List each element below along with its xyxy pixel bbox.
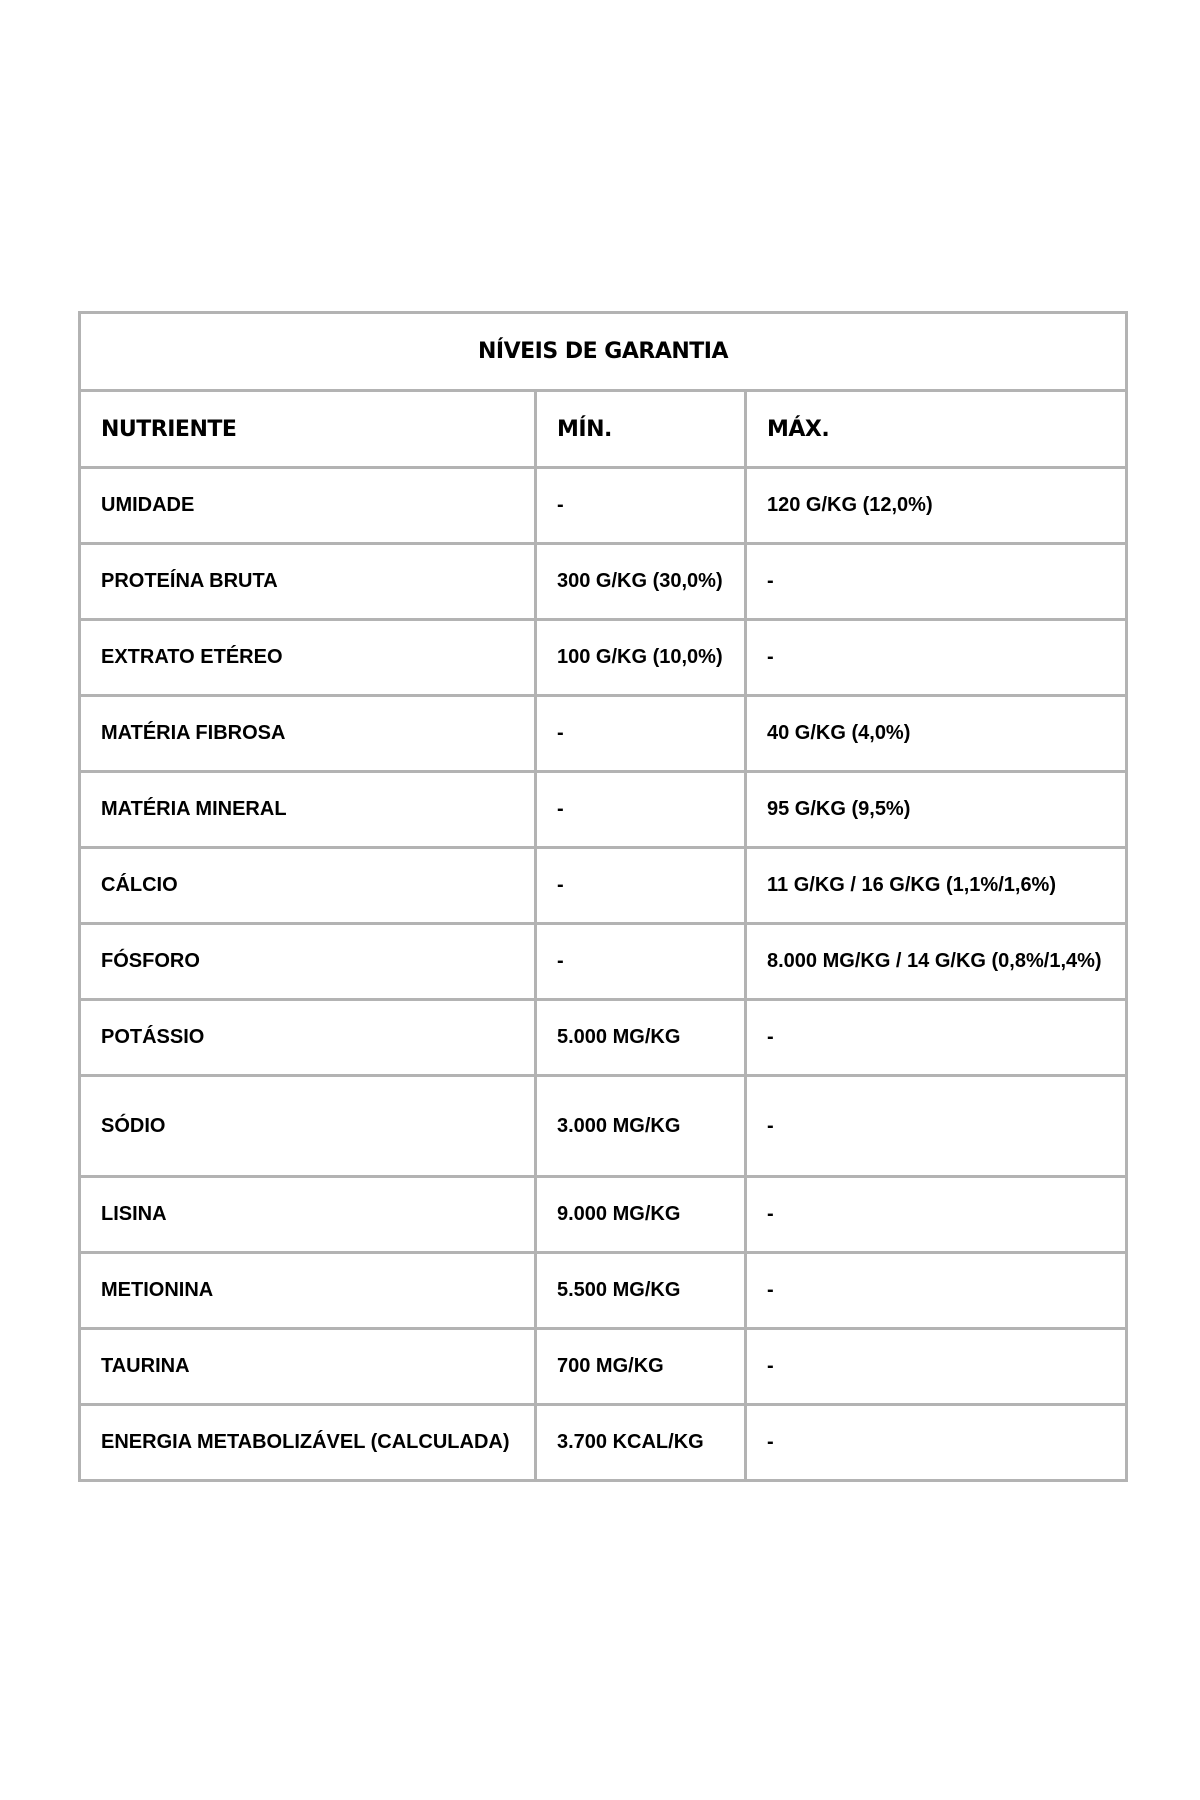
column-header-max: MÁX. [746, 391, 1127, 468]
table-row [80, 1253, 1127, 1329]
nutrient-cell: PROTEÍNA BRUTA [80, 544, 536, 620]
min-cell: - [536, 848, 746, 924]
min-cell: 300 G/KG (30,0%) [536, 544, 746, 620]
nutrient-cell: METIONINA [80, 1253, 536, 1329]
max-cell: 8.000 MG/KG / 14 G/KG (0,8%/1,4%) [746, 924, 1127, 1000]
table-row [80, 620, 1127, 696]
column-header-nutrient: NUTRIENTE [80, 391, 536, 468]
max-cell: 120 G/KG (12,0%) [746, 468, 1127, 544]
min-cell: - [536, 696, 746, 772]
table-row [80, 696, 1127, 772]
nutrient-cell: FÓSFORO [80, 924, 536, 1000]
min-cell: - [536, 924, 746, 1000]
min-cell: 3.000 MG/KG [536, 1076, 746, 1177]
table-row [80, 1177, 1127, 1253]
nutrient-cell: SÓDIO [80, 1076, 536, 1177]
table-row [80, 544, 1127, 620]
nutrient-cell: MATÉRIA MINERAL [80, 772, 536, 848]
guarantee-levels-table [78, 311, 1128, 1482]
column-header-min: MÍN. [536, 391, 746, 468]
table-row [80, 848, 1127, 924]
max-cell: - [746, 544, 1127, 620]
max-cell: - [746, 1076, 1127, 1177]
max-cell: 40 G/KG (4,0%) [746, 696, 1127, 772]
min-cell: 9.000 MG/KG [536, 1177, 746, 1253]
nutrient-cell: POTÁSSIO [80, 1000, 536, 1076]
max-cell: - [746, 1253, 1127, 1329]
min-cell: 700 MG/KG [536, 1329, 746, 1405]
max-cell: 95 G/KG (9,5%) [746, 772, 1127, 848]
table-row [80, 1329, 1127, 1405]
table-title: NÍVEIS DE GARANTIA [80, 313, 1127, 391]
nutrient-cell: CÁLCIO [80, 848, 536, 924]
min-cell: - [536, 772, 746, 848]
max-cell: - [746, 1000, 1127, 1076]
table-header-row [80, 391, 1127, 468]
max-cell: - [746, 620, 1127, 696]
nutrient-cell: UMIDADE [80, 468, 536, 544]
nutrient-cell: EXTRATO ETÉREO [80, 620, 536, 696]
nutrient-cell: ENERGIA METABOLIZÁVEL (CALCULADA) [80, 1405, 536, 1481]
max-cell: 11 G/KG / 16 G/KG (1,1%/1,6%) [746, 848, 1127, 924]
nutrient-cell: LISINA [80, 1177, 536, 1253]
max-cell: - [746, 1177, 1127, 1253]
table-title-row [80, 313, 1127, 391]
max-cell: - [746, 1329, 1127, 1405]
min-cell: 5.000 MG/KG [536, 1000, 746, 1076]
table-row [80, 468, 1127, 544]
min-cell: 3.700 KCAL/KG [536, 1405, 746, 1481]
nutrient-cell: MATÉRIA FIBROSA [80, 696, 536, 772]
max-cell: - [746, 1405, 1127, 1481]
table-row [80, 1405, 1127, 1481]
table-row [80, 1000, 1127, 1076]
table-row [80, 924, 1127, 1000]
table-row [80, 772, 1127, 848]
min-cell: - [536, 468, 746, 544]
nutrient-cell: TAURINA [80, 1329, 536, 1405]
min-cell: 5.500 MG/KG [536, 1253, 746, 1329]
table-row [80, 1076, 1127, 1177]
min-cell: 100 G/KG (10,0%) [536, 620, 746, 696]
